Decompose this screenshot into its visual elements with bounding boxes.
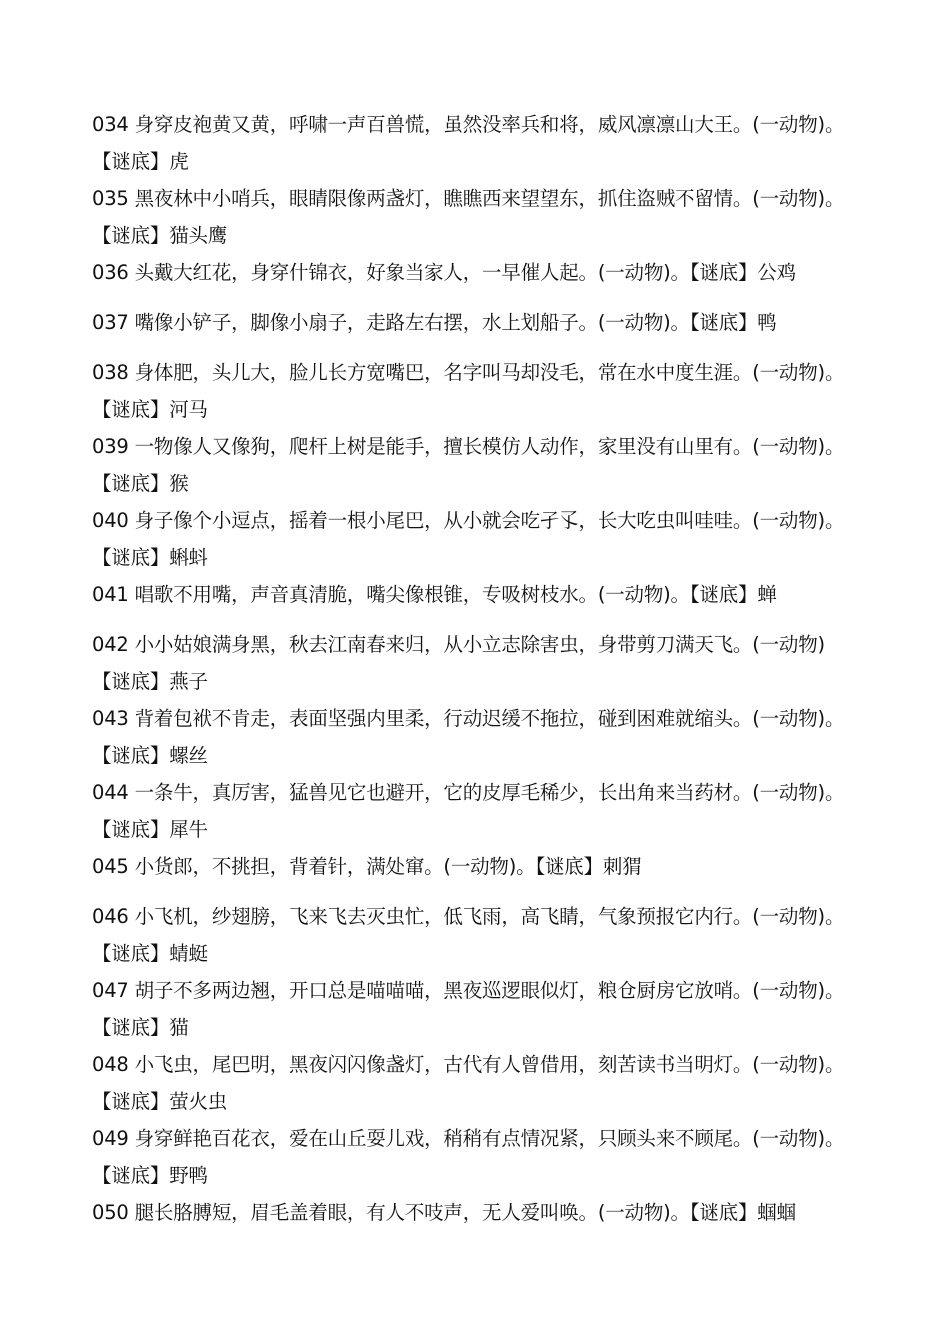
riddle-number: 047 bbox=[92, 979, 129, 1002]
riddle-item bbox=[92, 848, 922, 898]
riddle-number: 042 bbox=[92, 633, 129, 656]
riddle-answer: 公鸡 bbox=[757, 261, 796, 284]
riddle-text: 小货郎，不挑担，背着针，满处窜。(一动物)。 bbox=[134, 855, 536, 878]
riddle-item bbox=[92, 106, 922, 180]
answer-label: 【谜底】 bbox=[689, 1201, 758, 1224]
riddle-item bbox=[92, 180, 922, 254]
riddle-text: 小飞虫，尾巴明，黑夜闪闪像盏灯，古代有人曾借用，刻苦读书当明灯。(一动物)。 bbox=[134, 1053, 845, 1076]
riddle-answer-line bbox=[92, 465, 922, 502]
riddle-question-line bbox=[92, 898, 922, 935]
riddle-text: 胡子不多两边翘，开口总是喵喵喵，黑夜巡逻眼似灯，粮仓厨房它放哨。(一动物)。 bbox=[134, 979, 845, 1002]
riddle-text: 头戴大红花，身穿什锦衣，好象当家人，一早催人起。(一动物)。 bbox=[134, 261, 690, 284]
riddle-question-line bbox=[92, 848, 922, 898]
answer-label: 【谜底】 bbox=[535, 855, 603, 878]
riddle-question-line bbox=[92, 700, 922, 737]
riddle-answer: 蜻蜓 bbox=[169, 942, 208, 965]
riddle-question-line bbox=[92, 1120, 922, 1157]
riddle-answer-line bbox=[92, 391, 922, 428]
riddle-answer: 猫 bbox=[169, 1016, 189, 1039]
riddle-answer-line bbox=[92, 1009, 922, 1046]
riddle-answer: 鸭 bbox=[757, 311, 777, 334]
answer-label: 【谜底】 bbox=[92, 398, 170, 421]
riddle-answer-line bbox=[92, 217, 922, 254]
answer-label: 【谜底】 bbox=[92, 472, 170, 495]
riddle-answer-line bbox=[92, 539, 922, 576]
answer-label: 【谜底】 bbox=[689, 311, 758, 334]
answer-label: 【谜底】 bbox=[92, 150, 170, 173]
answer-label: 【谜底】 bbox=[689, 261, 758, 284]
riddle-question-line bbox=[92, 304, 922, 354]
riddle-number: 036 bbox=[92, 261, 129, 284]
riddle-question-line bbox=[92, 972, 922, 1009]
riddle-answer: 野鸭 bbox=[169, 1164, 208, 1187]
riddle-question-line bbox=[92, 1046, 922, 1083]
riddle-question-line bbox=[92, 626, 922, 663]
riddle-item bbox=[92, 354, 922, 428]
answer-label: 【谜底】 bbox=[92, 818, 170, 841]
riddle-text: 身穿皮袍黄又黄，呼啸一声百兽慌，虽然没率兵和将，威风凛凛山大王。(一动物)。 bbox=[134, 113, 845, 136]
riddle-answer-line bbox=[92, 811, 922, 848]
riddle-text: 黑夜林中小哨兵，眼睛限像两盏灯，瞧瞧西来望望东，抓住盗贼不留情。(一动物)。 bbox=[134, 187, 845, 210]
riddle-text: 身穿鲜艳百花衣，爱在山丘耍儿戏，稍稍有点情况紧，只顾头来不顾尾。(一动物)。 bbox=[134, 1127, 845, 1150]
riddle-item bbox=[92, 1120, 922, 1194]
riddle-question-line bbox=[92, 254, 922, 304]
riddle-answer: 猴 bbox=[169, 472, 189, 495]
riddle-text: 一条牛，真厉害，猛兽见它也避开，它的皮厚毛稀少，长出角来当药材。(一动物)。 bbox=[134, 781, 845, 804]
riddle-answer: 萤火虫 bbox=[169, 1090, 228, 1113]
riddle-number: 039 bbox=[92, 435, 129, 458]
riddle-question-line bbox=[92, 774, 922, 811]
riddle-answer: 蝈蝈 bbox=[757, 1201, 796, 1224]
riddle-text: 嘴像小铲子，脚像小扇子，走路左右摆，水上划船子。(一动物)。 bbox=[134, 311, 690, 334]
riddle-question-line bbox=[92, 354, 922, 391]
riddle-text: 小飞机，纱翅膀，飞来飞去灭虫忙，低飞雨，高飞睛，气象预报它内行。(一动物)。 bbox=[134, 905, 845, 928]
riddle-number: 041 bbox=[92, 583, 129, 606]
riddle-answer: 螺丝 bbox=[169, 744, 208, 767]
riddle-answer-line bbox=[92, 1083, 922, 1120]
riddle-answer-line bbox=[92, 1157, 922, 1194]
riddle-number: 038 bbox=[92, 361, 129, 384]
riddle-text: 一物像人又像狗，爬杆上树是能手，擅长模仿人动作，家里没有山里有。(一动物)。 bbox=[134, 435, 845, 458]
answer-label: 【谜底】 bbox=[689, 583, 758, 606]
riddle-answer: 蝌蚪 bbox=[169, 546, 208, 569]
riddle-item bbox=[92, 700, 922, 774]
riddle-answer: 燕子 bbox=[169, 670, 208, 693]
riddle-item bbox=[92, 1046, 922, 1120]
riddle-answer: 河马 bbox=[169, 398, 208, 421]
riddle-number: 043 bbox=[92, 707, 129, 730]
riddle-text: 背着包袱不肯走，表面坚强内里柔，行动迟缓不拖拉，碰到困难就缩头。(一动物)。 bbox=[134, 707, 845, 730]
riddle-text: 身体肥，头儿大，脸儿长方宽嘴巴，名字叫马却没毛，常在水中度生涯。(一动物)。 bbox=[134, 361, 845, 384]
riddle-number: 048 bbox=[92, 1053, 129, 1076]
riddle-item bbox=[92, 502, 922, 576]
riddle-list bbox=[92, 106, 922, 1244]
riddle-answer: 虎 bbox=[169, 150, 189, 173]
riddle-answer: 蝉 bbox=[757, 583, 777, 606]
answer-label: 【谜底】 bbox=[92, 942, 170, 965]
riddle-number: 034 bbox=[92, 113, 129, 136]
answer-label: 【谜底】 bbox=[92, 546, 170, 569]
riddle-item bbox=[92, 428, 922, 502]
riddle-number: 037 bbox=[92, 311, 129, 334]
riddle-answer-line bbox=[92, 737, 922, 774]
answer-label: 【谜底】 bbox=[92, 224, 170, 247]
answer-label: 【谜底】 bbox=[92, 744, 170, 767]
answer-label: 【谜底】 bbox=[92, 1164, 170, 1187]
riddle-number: 035 bbox=[92, 187, 129, 210]
riddle-answer-line bbox=[92, 935, 922, 972]
riddle-item bbox=[92, 774, 922, 848]
riddle-answer: 犀牛 bbox=[169, 818, 208, 841]
riddle-number: 044 bbox=[92, 781, 129, 804]
answer-label: 【谜底】 bbox=[92, 1090, 170, 1113]
riddle-question-line bbox=[92, 428, 922, 465]
riddle-number: 049 bbox=[92, 1127, 129, 1150]
riddle-number: 046 bbox=[92, 905, 129, 928]
riddle-number: 050 bbox=[92, 1201, 129, 1224]
riddle-item bbox=[92, 1194, 922, 1244]
riddle-text: 小小姑娘满身黑，秋去江南春来归，从小立志除害虫，身带剪刀满天飞。(一动物) bbox=[128, 633, 825, 656]
riddle-item bbox=[92, 576, 922, 626]
answer-label: 【谜底】 bbox=[92, 670, 170, 693]
answer-label: 【谜底】 bbox=[92, 1016, 170, 1039]
riddle-item bbox=[92, 972, 922, 1046]
riddle-answer: 猫头鹰 bbox=[169, 224, 228, 247]
riddle-item bbox=[92, 254, 922, 304]
riddle-question-line bbox=[92, 576, 922, 626]
riddle-number: 040 bbox=[92, 509, 129, 532]
riddle-number: 045 bbox=[92, 855, 129, 878]
riddle-question-line bbox=[92, 1194, 922, 1244]
riddle-text: 腿长胳膊短，眉毛盖着眼，有人不吱声，无人爱叫唤。(一动物)。 bbox=[134, 1201, 690, 1224]
riddle-question-line bbox=[92, 106, 922, 143]
riddle-text: 身子像个小逗点，摇着一根小尾巴，从小就会吃孑孓，长大吃虫叫哇哇。(一动物)。 bbox=[134, 509, 845, 532]
riddle-answer-line bbox=[92, 143, 922, 180]
riddle-item bbox=[92, 304, 922, 354]
riddle-answer: 刺猬 bbox=[602, 855, 642, 878]
riddle-item bbox=[92, 898, 922, 972]
riddle-item bbox=[92, 626, 922, 700]
riddle-question-line bbox=[92, 502, 922, 539]
riddle-answer-line bbox=[92, 663, 922, 700]
riddle-text: 唱歌不用嘴，声音真清脆，嘴尖像根锥，专吸树枝水。(一动物)。 bbox=[134, 583, 690, 606]
riddle-question-line bbox=[92, 180, 922, 217]
